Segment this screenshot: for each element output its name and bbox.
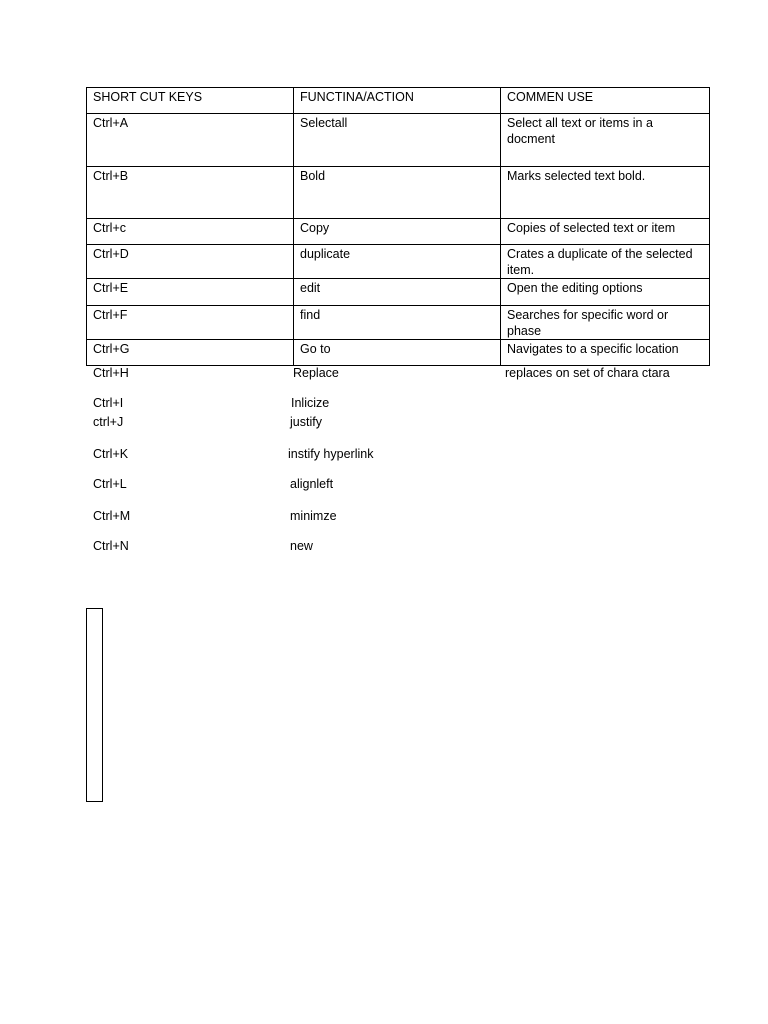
loose-shortcut-action: Inlicize [291,396,330,410]
header-shortcut-keys: SHORT CUT KEYS [87,88,294,114]
use-cell: Crates a duplicate of the selected item. [501,245,710,279]
use-cell: Navigates to a specific location [501,340,710,366]
shortcut-key-cell: Ctrl+B [87,167,294,219]
action-cell: Selectall [294,114,501,167]
header-function-action: FUNCTINA/ACTION [294,88,501,114]
table-row [87,219,710,245]
action-cell: Go to [294,340,501,366]
shortcut-table [86,87,710,366]
table-header-row [87,88,710,114]
loose-shortcut-key: Ctrl+M [93,509,131,523]
shortcut-key-cell: Ctrl+E [87,279,294,306]
table-row [87,245,710,279]
use-cell: Copies of selected text or item [501,219,710,245]
empty-text-box [86,608,103,802]
loose-shortcut-action: alignleft [290,477,334,491]
loose-shortcut-action: instify hyperlink [288,447,374,461]
loose-shortcut-key: Ctrl+H [93,366,129,380]
use-cell: Open the editing options [501,279,710,306]
use-cell: Select all text or items in a docment [501,114,710,167]
loose-shortcut-key: Ctrl+I [93,396,124,410]
shortcut-key-cell: Ctrl+A [87,114,294,167]
table-row [87,340,710,366]
action-cell: Copy [294,219,501,245]
shortcut-key-cell: Ctrl+D [87,245,294,279]
loose-shortcut-key: Ctrl+K [93,447,129,461]
use-cell: Marks selected text bold. [501,167,710,219]
table-row [87,279,710,306]
loose-shortcut-key: Ctrl+N [93,539,129,553]
loose-shortcut-use: replaces on set of chara ctara [505,366,670,380]
action-cell: find [294,306,501,340]
shortcut-key-cell: Ctrl+G [87,340,294,366]
shortcut-key-cell: Ctrl+F [87,306,294,340]
action-cell: Bold [294,167,501,219]
action-cell: edit [294,279,501,306]
use-cell: Searches for specific word or phase [501,306,710,340]
action-cell: duplicate [294,245,501,279]
loose-shortcut-key: Ctrl+L [93,477,127,491]
shortcut-key-cell: Ctrl+c [87,219,294,245]
header-common-use: COMMEN USE [501,88,710,114]
table-row [87,167,710,219]
loose-shortcut-action: new [290,539,313,553]
loose-shortcut-action: justify [290,415,322,429]
loose-shortcut-key: ctrl+J [93,415,124,429]
table-row [87,114,710,167]
table-row [87,306,710,340]
loose-shortcut-action: Replace [293,366,339,380]
loose-shortcut-action: minimze [290,509,337,523]
